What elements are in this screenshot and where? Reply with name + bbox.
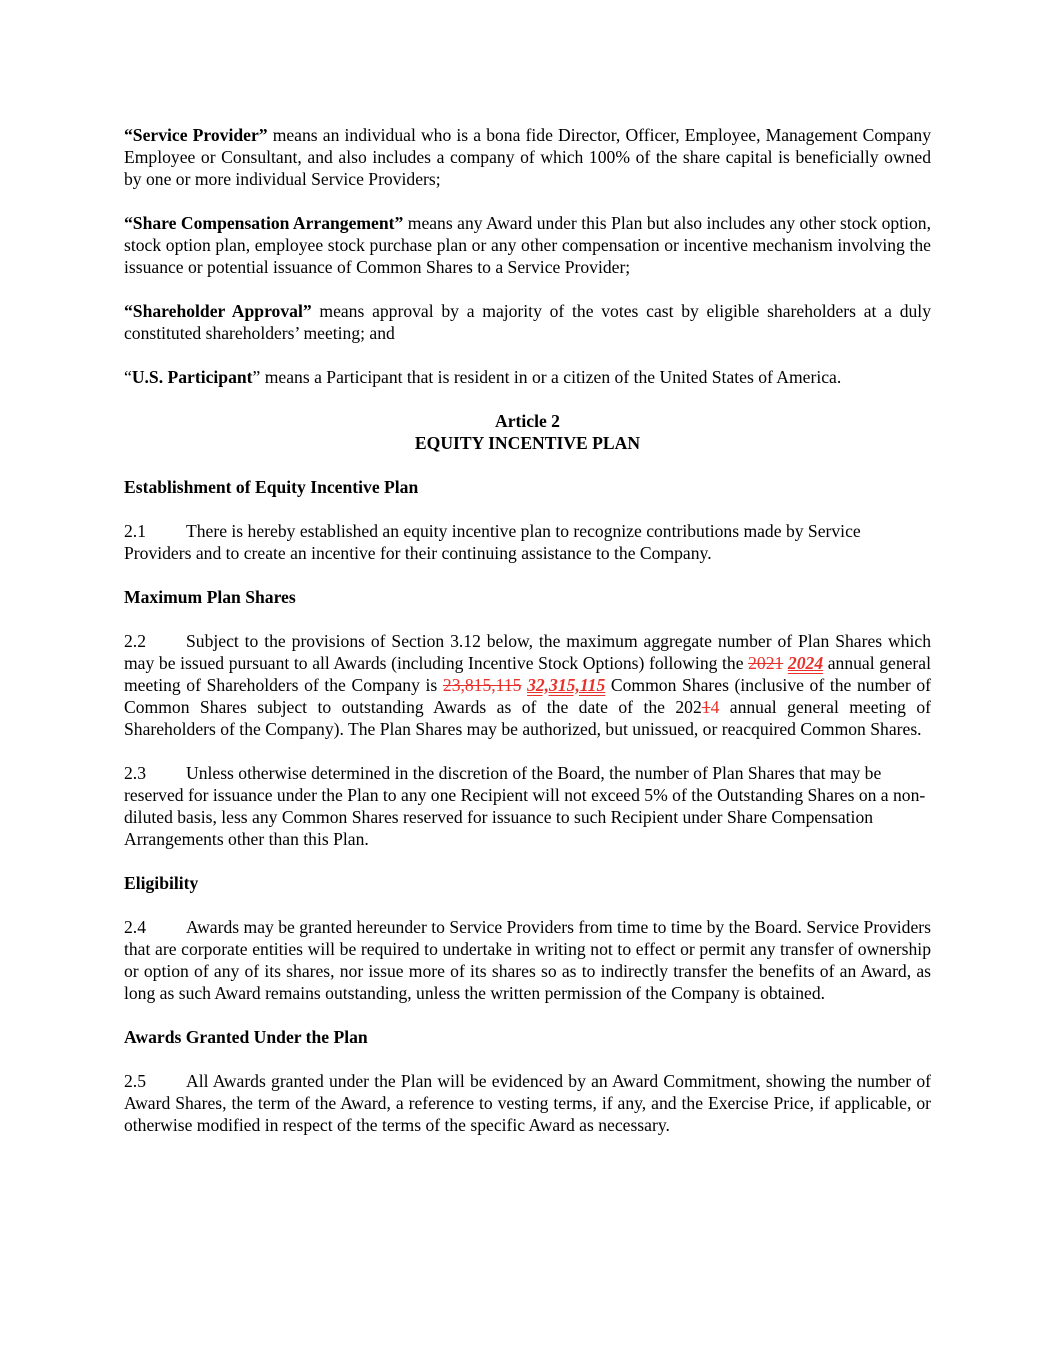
section-heading-maximum-plan-shares: Maximum Plan Shares [124, 587, 296, 607]
section-number: 2.1 [124, 521, 146, 541]
section-2-2 [124, 630, 931, 740]
section-number: 2.3 [124, 763, 146, 783]
section-2-4 [124, 916, 931, 1004]
definition-text: means any Award under this Plan but also includes any other stock option, stock option plan, employee stock purchase plan or any other compensation or incentive mechanism involving the issuance or potential issuance of Common Shares to a Service Provider; [124, 213, 931, 277]
section-text: annual general meeting of Shareholders of the Company). The Plan Shares may be authorized, but unissued, or reacquired Common Shares. [124, 697, 932, 739]
definition-text: means approval by a majority of the votes cast by eligible shareholders at a duly constituted shareholders’ meeting; and [124, 301, 931, 343]
definition-service-provider [124, 124, 931, 190]
section-text: Awards may be granted hereunder to Service Providers from time to time by the Board. Service Providers that are corporate entities will be required to undertake in writing not to effect or permit any transfer of ownership or option of any of its shares, nor issue more of its shares so as to indirectly transfer the benefits of an Award, as long as such Award remains outstanding, unless the written permission of the Company is obtained. [124, 917, 931, 1003]
section-2-5 [124, 1070, 931, 1136]
article-number: Article 2 [495, 411, 560, 431]
inserted-year: 2024 [787, 653, 824, 673]
defined-term: U.S. Participant [131, 367, 253, 387]
defined-term: “Service Provider” [124, 125, 268, 145]
inserted-share-count: 32,315,115 [527, 675, 606, 695]
section-2-1 [124, 520, 931, 564]
definition-text: means an individual who is a bona fide Director, Officer, Employee, Management Company Employee or Consultant, and also includes a company of which 100% of the share capital is beneficially owned by one or more individual Service Providers; [124, 125, 931, 189]
section-number: 2.2 [124, 631, 146, 651]
section-2-3 [124, 762, 931, 850]
section-heading-establishment: Establishment of Equity Incentive Plan [124, 477, 419, 497]
open-quote: “ [124, 367, 132, 387]
section-heading-eligibility: Eligibility [124, 873, 199, 893]
replacement-digit: 4 [710, 697, 720, 717]
deleted-year: 2021 [748, 653, 784, 673]
section-text: annual general meeting of Shareholders of the Company is [124, 653, 931, 695]
deleted-share-count: 23,815,115 [442, 675, 522, 695]
deleted-digit: 1 [701, 697, 711, 717]
section-text: Subject to the provisions of Section 3.12 below, the maximum aggregate number of Plan Shares which may be issued pursuant to all Awards (including Incentive Stock Options) following the [124, 631, 931, 673]
definition-text: ” means a Participant that is resident in or a citizen of the United States of America. [252, 367, 842, 387]
article-title: EQUITY INCENTIVE PLAN [414, 433, 641, 453]
section-text: There is hereby established an equity incentive plan to recognize contributions made by Service Providers and to create an incentive for their continuing assistance to the Company. [124, 521, 861, 563]
section-text: All Awards granted under the Plan will be evidenced by an Award Commitment, showing the number of Award Shares, the term of the Award, a reference to vesting terms, if any, and the Exercise Price, if applicable, or otherwise modified in respect of the terms of the specific Award as necessary. [124, 1071, 931, 1135]
section-number: 2.5 [124, 1071, 146, 1091]
defined-term: “Share Compensation Arrangement” [124, 213, 404, 233]
section-heading-awards-granted: Awards Granted Under the Plan [124, 1027, 368, 1047]
defined-term: “Shareholder Approval” [124, 301, 312, 321]
definition-share-compensation-arrangement [124, 212, 931, 278]
section-number: 2.4 [124, 917, 146, 937]
section-text: Unless otherwise determined in the discretion of the Board, the number of Plan Shares that may be reserved for issuance under the Plan to any one Recipient will not exceed 5% of the Outstanding Shares on a non-diluted basis, less any Common Shares reserved for issuance to such Recipient under Share Compensation Arrangements other than this Plan. [124, 763, 926, 849]
article-heading [124, 410, 931, 454]
document-page [124, 124, 931, 1158]
section-text: Common Shares (inclusive of the number of Common Shares subject to outstanding Awards as of the date of the 202 [124, 675, 931, 717]
definition-us-participant [124, 366, 931, 388]
definition-shareholder-approval [124, 300, 931, 344]
